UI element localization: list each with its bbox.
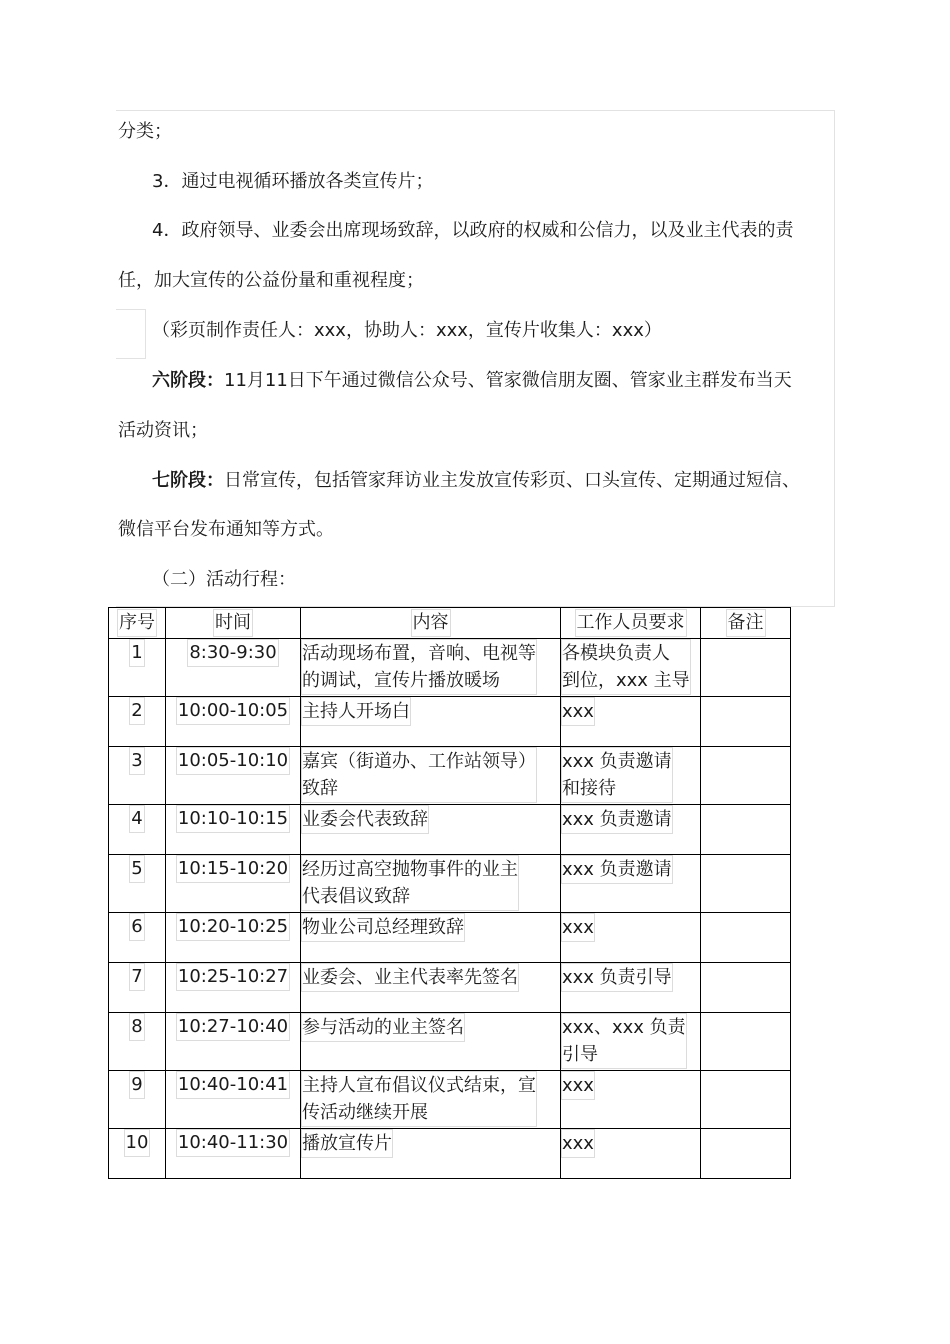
paragraph-responsible: （彩页制作责任人：xxx，协助人：xxx，宣传片收集人：xxx） bbox=[152, 320, 662, 341]
row-staff bbox=[561, 963, 701, 1013]
row-number: 6 bbox=[109, 913, 166, 963]
row-note bbox=[701, 697, 791, 747]
row-content-line: 嘉宾（街道办、工作站领导） bbox=[302, 751, 536, 772]
row-time: 10:10-10:15 bbox=[166, 805, 301, 855]
row-time: 10:05-10:10 bbox=[166, 747, 301, 805]
table-header-row bbox=[109, 608, 791, 639]
paragraph-item-4-cont: 任，加大宣传的公益份量和重视程度； bbox=[118, 270, 424, 291]
row-number: 10 bbox=[109, 1129, 166, 1179]
row-staff-line: xxx 负责引导 bbox=[562, 967, 672, 988]
row-staff bbox=[561, 639, 701, 697]
table-row bbox=[109, 855, 791, 913]
row-staff bbox=[561, 805, 701, 855]
paragraph-stage-7: 七阶段：日常宣传，包括管家拜访业主发放宣传彩页、口头宣传、定期通过短信、 bbox=[152, 470, 800, 491]
row-time: 10:27-10:40 bbox=[166, 1013, 301, 1071]
row-staff bbox=[561, 1071, 701, 1129]
row-note bbox=[701, 805, 791, 855]
row-content-line: 活动现场布置，音响、电视等 bbox=[302, 643, 536, 664]
header-content: 内容 bbox=[301, 608, 561, 639]
row-staff-line: xxx bbox=[562, 701, 594, 722]
row-staff-line: xxx bbox=[562, 917, 594, 938]
row-staff-line: xxx bbox=[562, 1075, 594, 1096]
table-row bbox=[109, 1013, 791, 1071]
table-row bbox=[109, 963, 791, 1013]
row-staff-line: 各模块负责人 bbox=[562, 643, 670, 664]
row-content bbox=[301, 913, 561, 963]
table-row bbox=[109, 913, 791, 963]
row-time: 10:20-10:25 bbox=[166, 913, 301, 963]
row-staff-line: 引导 bbox=[562, 1044, 598, 1065]
row-staff-line: xxx、xxx 负责 bbox=[562, 1017, 686, 1038]
row-content-line: 业委会、业主代表率先签名 bbox=[302, 967, 518, 988]
table-row bbox=[109, 1071, 791, 1129]
header-staff: 工作人员要求 bbox=[561, 608, 701, 639]
row-time: 8:30-9:30 bbox=[166, 639, 301, 697]
stage-6-label: 六阶段： bbox=[152, 370, 224, 391]
paragraph-item-3: 3．通过电视循环播放各类宣传片； bbox=[152, 171, 434, 192]
row-number: 2 bbox=[109, 697, 166, 747]
row-time: 10:40-11:30 bbox=[166, 1129, 301, 1179]
table-row bbox=[109, 805, 791, 855]
row-time: 10:40-10:41 bbox=[166, 1071, 301, 1129]
row-content-line: 物业公司总经理致辞 bbox=[302, 917, 464, 938]
row-staff bbox=[561, 913, 701, 963]
header-num: 序号 bbox=[109, 608, 166, 639]
row-content bbox=[301, 639, 561, 697]
row-staff bbox=[561, 747, 701, 805]
row-note bbox=[701, 963, 791, 1013]
schedule-table bbox=[108, 607, 791, 1179]
header-note: 备注 bbox=[701, 608, 791, 639]
row-staff bbox=[561, 1129, 701, 1179]
row-note bbox=[701, 1071, 791, 1129]
row-content-line: 传活动继续开展 bbox=[302, 1102, 428, 1123]
row-staff-line: xxx 负责邀请 bbox=[562, 751, 672, 772]
paragraph-stage-7-cont: 微信平台发布通知等方式。 bbox=[118, 519, 334, 540]
row-time: 10:00-10:05 bbox=[166, 697, 301, 747]
row-content-line: 主持人宣布倡议仪式结束，宣 bbox=[302, 1075, 536, 1096]
row-note bbox=[701, 1129, 791, 1179]
section-heading-schedule: （二）活动行程： bbox=[152, 569, 296, 590]
row-number: 1 bbox=[109, 639, 166, 697]
row-content-line: 经历过高空抛物事件的业主 bbox=[302, 859, 518, 880]
row-content bbox=[301, 963, 561, 1013]
table-row bbox=[109, 697, 791, 747]
row-note bbox=[701, 1013, 791, 1071]
row-time: 10:25-10:27 bbox=[166, 963, 301, 1013]
paragraph-stage-6-cont: 活动资讯； bbox=[118, 420, 208, 441]
paragraph-classification: 分类； bbox=[118, 121, 172, 142]
header-time: 时间 bbox=[166, 608, 301, 639]
row-content bbox=[301, 1013, 561, 1071]
row-number: 5 bbox=[109, 855, 166, 913]
row-number: 3 bbox=[109, 747, 166, 805]
row-content bbox=[301, 1129, 561, 1179]
row-content bbox=[301, 805, 561, 855]
row-note bbox=[701, 639, 791, 697]
row-note bbox=[701, 855, 791, 913]
row-content-line: 播放宣传片 bbox=[302, 1133, 392, 1154]
row-staff-line: xxx 负责邀请 bbox=[562, 809, 672, 830]
row-staff-line: 和接待 bbox=[562, 778, 616, 799]
row-time: 10:15-10:20 bbox=[166, 855, 301, 913]
row-note bbox=[701, 913, 791, 963]
row-staff-line: 到位，xxx 主导 bbox=[562, 670, 690, 691]
row-staff bbox=[561, 855, 701, 913]
table-row bbox=[109, 747, 791, 805]
row-note bbox=[701, 747, 791, 805]
table-row bbox=[109, 1129, 791, 1179]
paragraph-item-4: 4．政府领导、业委会出席现场致辞，以政府的权威和公信力，以及业主代表的责 bbox=[152, 220, 794, 241]
row-number: 9 bbox=[109, 1071, 166, 1129]
row-staff bbox=[561, 697, 701, 747]
row-content bbox=[301, 747, 561, 805]
row-content-line: 参与活动的业主签名 bbox=[302, 1017, 464, 1038]
row-content bbox=[301, 697, 561, 747]
row-content-line: 致辞 bbox=[302, 778, 338, 799]
row-staff-line: xxx 负责邀请 bbox=[562, 859, 672, 880]
row-content bbox=[301, 1071, 561, 1129]
frame-notch bbox=[116, 309, 146, 359]
table-row bbox=[109, 639, 791, 697]
row-content-line: 的调试，宣传片播放暖场 bbox=[302, 670, 500, 691]
row-number: 8 bbox=[109, 1013, 166, 1071]
paragraph-stage-6: 六阶段：11月11日下午通过微信公众号、管家微信朋友圈、管家业主群发布当天 bbox=[152, 370, 792, 391]
row-number: 4 bbox=[109, 805, 166, 855]
row-number: 7 bbox=[109, 963, 166, 1013]
row-staff bbox=[561, 1013, 701, 1071]
row-staff-line: xxx bbox=[562, 1133, 594, 1154]
stage-7-label: 七阶段： bbox=[152, 470, 224, 491]
row-content-line: 主持人开场白 bbox=[302, 701, 410, 722]
row-content-line: 业委会代表致辞 bbox=[302, 809, 428, 830]
row-content bbox=[301, 855, 561, 913]
row-content-line: 代表倡议致辞 bbox=[302, 886, 410, 907]
